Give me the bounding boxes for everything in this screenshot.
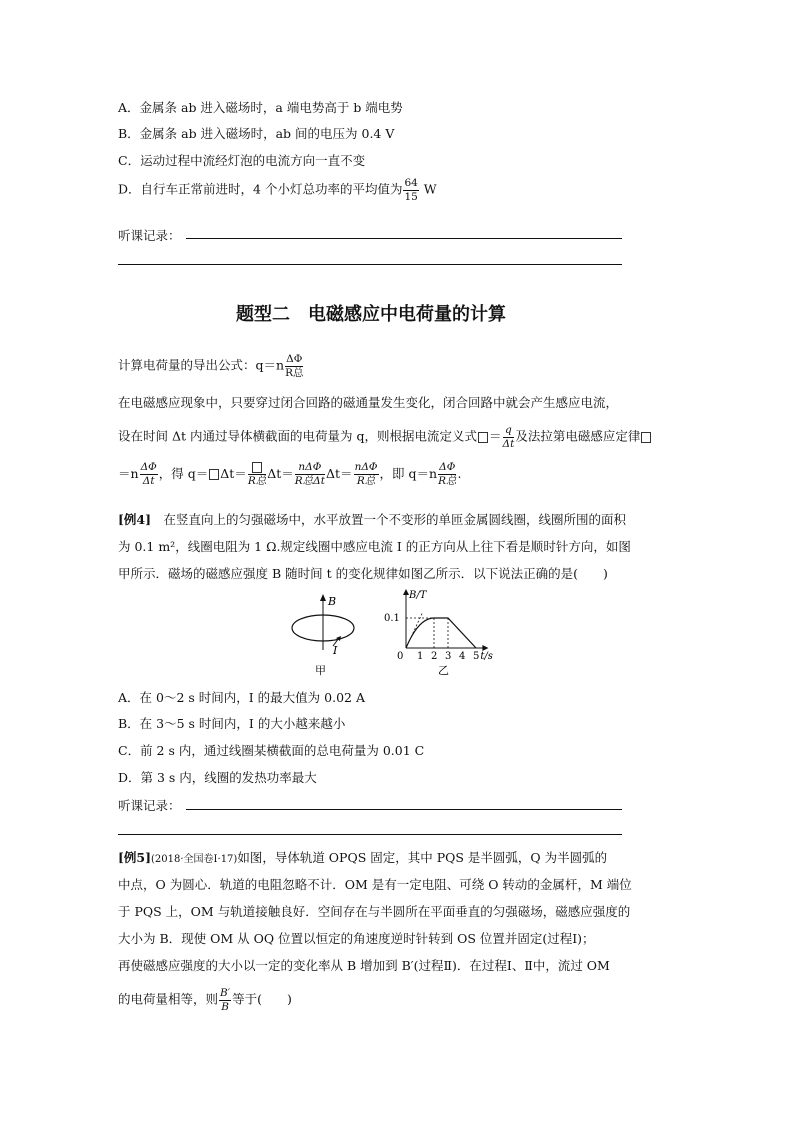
- x-tick-label: 2: [431, 651, 438, 662]
- frac-den: R总: [356, 474, 376, 487]
- x-tick-label: 1: [417, 651, 424, 662]
- formula-lead: 计算电荷量的导出公式：q＝n: [118, 357, 285, 373]
- frac-den: R总Δt: [294, 474, 325, 487]
- example5-tag: [例5]: [118, 850, 152, 865]
- p2-text-a: 设在时间 Δt 内通过导体横截面的电荷量为 q，则根据电流定义式: [118, 428, 477, 444]
- x-axis-label: t/s: [480, 651, 493, 662]
- example4-line2: 为 0.1 m²，线圈电阻为 1 Ω.规定线圈中感应电流 I 的正方向从上往下看是顺时针方向，如图: [118, 539, 631, 554]
- fraction-64-15: [403, 178, 418, 202]
- d-n: ＝n: [118, 465, 139, 481]
- x-tick-label: 3: [445, 651, 452, 662]
- d-get: ，得 q＝: [158, 465, 209, 481]
- example4-opt-a: A．在 0～2 s 时间内，I 的最大值为 0.02 A: [118, 690, 365, 705]
- frac-num: ΔΦ: [286, 353, 303, 365]
- frac-num: ΔΦ: [140, 461, 157, 474]
- figure-jia: [285, 590, 365, 680]
- example5-text1: 如图，导体轨道 OPQS 固定，其中 PQS 是半圆弧，Q 为半圆弧的: [237, 850, 608, 865]
- frac-den: R总: [285, 366, 304, 379]
- q-over-dt: [503, 425, 515, 449]
- frac-den: B: [221, 1000, 229, 1013]
- d-times: Δt＝: [220, 465, 247, 481]
- x-tick-label: 0: [397, 651, 404, 662]
- current-symbol-icon: [478, 432, 488, 443]
- b-t-series-line: [406, 618, 476, 648]
- example5-line6: [118, 988, 292, 1012]
- notes-label-2: 听课记录：: [118, 798, 181, 813]
- option-c: C．运动过程中流经灯泡的电流方向一直不变: [118, 153, 366, 168]
- d-eq: Δt＝: [326, 465, 353, 481]
- frac-den: 15: [404, 190, 418, 203]
- option-d-text: D．自行车正常前进时，4 个小灯总功率的平均值为: [118, 181, 403, 197]
- derivation-line: [118, 462, 461, 487]
- d-frac-3: [295, 462, 325, 486]
- example4-line1: [118, 510, 626, 528]
- divider-2: [118, 834, 622, 835]
- notes-line-2[interactable]: [186, 809, 622, 810]
- d-frac-2: [248, 462, 266, 487]
- example5-line3: 于 PQS 上，OM 与轨道接触良好．空间存在与半圆所在平面垂直的匀强磁场，磁感应强度的: [118, 904, 631, 919]
- frac-num: B′: [220, 987, 231, 999]
- b-prime-over-b: [219, 988, 231, 1012]
- x-tick-label: 5: [473, 651, 480, 662]
- p2-eq: ＝: [488, 428, 502, 444]
- frac-den: Δt: [142, 474, 155, 487]
- frac-den: R总: [438, 474, 457, 487]
- p2-text-c: 及法拉第电磁感应定律: [515, 428, 641, 444]
- option-d: [118, 178, 437, 202]
- divider-1: [118, 264, 622, 265]
- x-tick-label: 4: [459, 651, 466, 662]
- example4-line3: 甲所示．磁场的磁感应强度 B 随时间 t 的变化规律如图乙所示．以下说法正确的是( ): [118, 566, 608, 581]
- paragraph-1: 在电磁感应现象中，只要穿过闭合回路的磁通量发生变化，闭合回路中就会产生感应电流，: [118, 395, 619, 410]
- notes-line-1[interactable]: [186, 238, 622, 239]
- example4-opt-b: B．在 3～5 s 时间内，I 的大小越来越小: [118, 716, 346, 731]
- example5-line5: 再使磁感应强度的大小以一定的变化率从 B 增加到 B′(过程Ⅱ)．在过程Ⅰ、Ⅱ中，流过 OM: [118, 958, 610, 973]
- fig-label-jia: 甲: [315, 664, 326, 677]
- paragraph-2: [118, 425, 652, 449]
- figure-yi-chart: [378, 588, 518, 680]
- example5-line2: 中点，O 为圆心．轨道的电阻忽略不计．OM 是有一定电阻、可绕 O 转动的金属杆，M 端位: [118, 877, 632, 892]
- formula-fraction: [285, 354, 303, 378]
- frac-num: q: [503, 425, 515, 438]
- example5-text6a: 的电荷量相等，则: [118, 991, 219, 1007]
- frac-num: nΔΦ: [354, 461, 378, 474]
- example5-line1: [118, 848, 607, 866]
- d-frac-4: [354, 462, 379, 486]
- fig-label-yi: 乙: [438, 664, 449, 677]
- frac-num: 64: [404, 177, 418, 189]
- option-a: A．金属条 ab 进入磁场时，a 端电势高于 b 端电势: [118, 100, 403, 115]
- d-frac-5: [438, 462, 456, 486]
- formula-line: [118, 354, 304, 378]
- notes-label-1: 听课记录：: [118, 228, 181, 243]
- example5-text6b: 等于( ): [232, 991, 292, 1007]
- b-arrow-head: [320, 594, 326, 601]
- frac-den: Δt: [502, 437, 515, 450]
- emf-symbol-icon: [641, 432, 651, 443]
- emf-symbol-icon-2: [252, 462, 262, 473]
- example5-line4: 大小为 B．现使 OM 从 OQ 位置以恒定的角速度逆时针转到 OS 位置并固定(过程Ⅰ)；: [118, 931, 595, 946]
- d-end: .: [457, 465, 462, 481]
- frac-num: ΔΦ: [439, 461, 456, 474]
- label-b: B: [328, 595, 337, 608]
- option-b: B．金属条 ab 进入磁场时，ab 间的电压为 0.4 V: [118, 126, 395, 141]
- current-symbol-icon-2: [209, 469, 219, 480]
- example4-text1: 在竖直向上的匀强磁场中，水平放置一个不变形的单匝金属圆线圈，线圈所围的面积: [151, 512, 627, 527]
- example5-source: (2018·全国卷Ⅰ·17): [151, 854, 238, 865]
- d-then: ，即 q＝n: [379, 465, 438, 481]
- option-d-unit: W: [419, 181, 437, 197]
- d-dt2: Δt＝: [267, 465, 294, 481]
- label-i: I: [333, 644, 338, 657]
- example4-opt-d: D．第 3 s 内，线圈的发热功率最大: [118, 770, 317, 785]
- frac-num: nΔΦ: [295, 462, 325, 475]
- example4-tag: [例4]: [118, 512, 152, 527]
- y-tick-label: 0.1: [384, 613, 400, 624]
- y-axis-label: B/T: [409, 590, 427, 601]
- section-heading: 题型二 电磁感应中电荷量的计算: [236, 304, 506, 325]
- example4-opt-c: C．前 2 s 内，通过线圈某横截面的总电荷量为 0.01 C: [118, 743, 425, 758]
- frac-den: R总: [247, 475, 267, 487]
- d-frac-1: [140, 462, 158, 486]
